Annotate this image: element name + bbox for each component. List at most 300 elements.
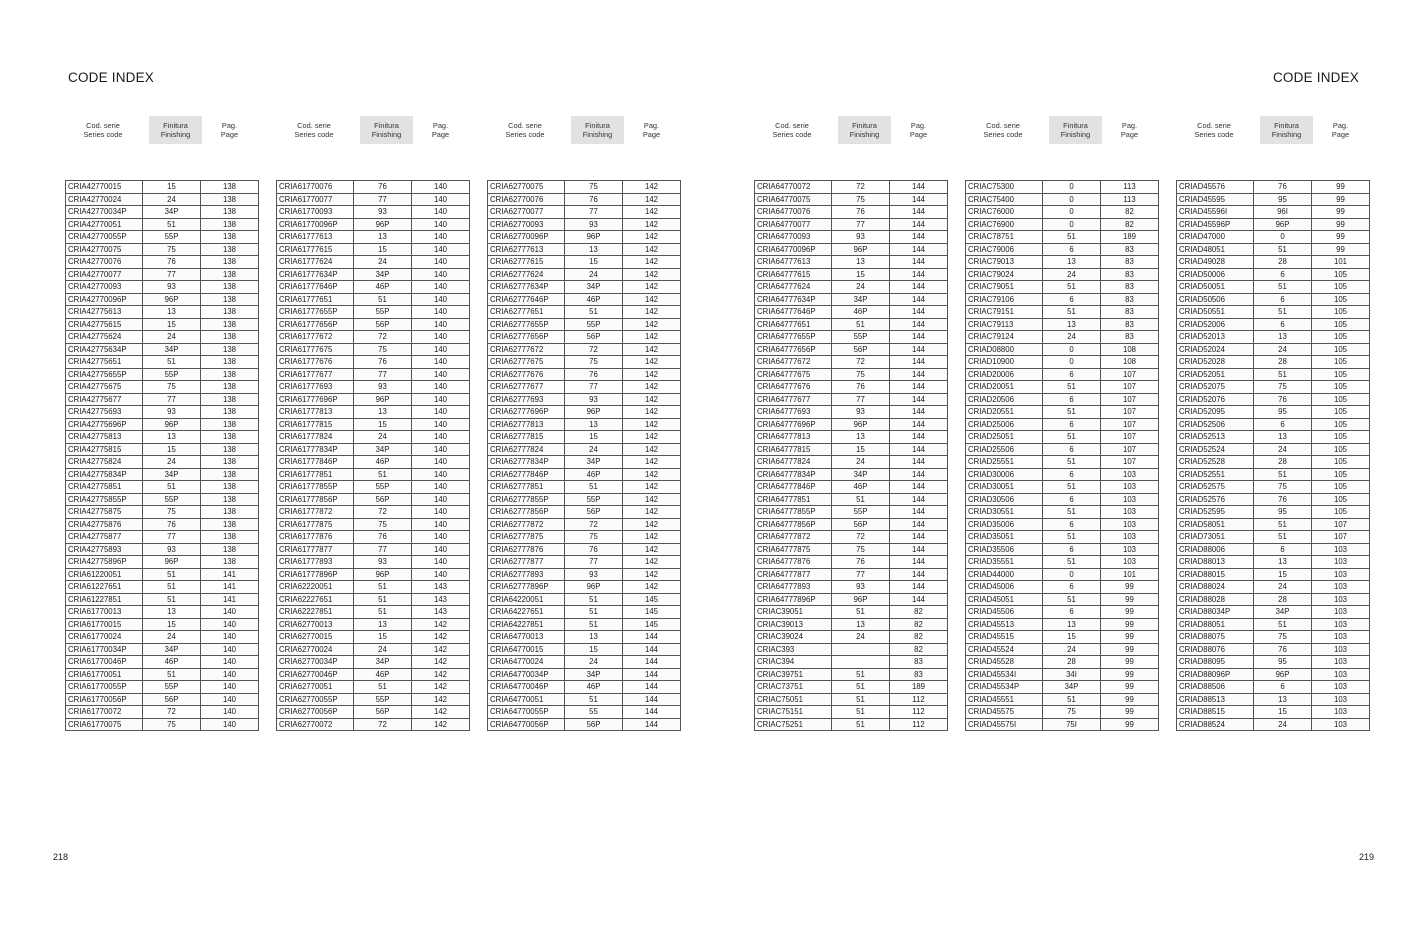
finishing-cell: 6 [1254,543,1312,556]
series-code-cell: CRIA62770056P [277,706,354,719]
table-row [966,493,1159,506]
header-series-code-line: Series code [294,130,334,139]
table-row [277,368,470,381]
finishing-cell: 93 [143,281,201,294]
table-row [755,543,948,556]
finishing-cell: 93 [143,543,201,556]
page-cell: 138 [201,343,259,356]
series-code-cell: CRIA64777624 [755,281,832,294]
table-row [488,481,681,494]
page-cell: 144 [890,268,948,281]
finishing-cell: 28 [1043,656,1101,669]
table-row [488,256,681,269]
page-cell: 107 [1101,456,1159,469]
table-row [1177,493,1370,506]
finishing-cell: 72 [565,518,623,531]
series-code-cell: CRIAD52528 [1177,456,1254,469]
page-cell: 140 [412,406,470,419]
page-cell: 144 [890,456,948,469]
finishing-cell: 93 [565,393,623,406]
series-code-cell: CRIAD52551 [1177,468,1254,481]
table-row [755,593,948,606]
finishing-cell: 51 [1254,243,1312,256]
page-cell: 138 [201,318,259,331]
page-cell: 105 [1312,431,1370,444]
page-cell: 108 [1101,356,1159,369]
series-code-cell: CRIA42775634P [66,343,143,356]
header-finishing-line: Finitura [163,121,188,130]
finishing-cell: 6 [1254,268,1312,281]
series-code-cell: CRIA62777834P [488,456,565,469]
series-code-cell: CRIAD25051 [966,431,1043,444]
series-code-cell: CRIAD88515 [1177,706,1254,719]
table-row [966,356,1159,369]
series-code-cell: CRIA64770072 [755,181,832,194]
header-series-code-line: Cod. serie [86,121,120,130]
series-code-cell: CRIAD25506 [966,443,1043,456]
header-page-line: Pag. [221,121,238,130]
header-page [891,116,946,144]
table-row [277,506,470,519]
finishing-cell: 34P [1043,681,1101,694]
table-row [488,456,681,469]
table-row [66,331,259,344]
series-code-cell: CRIA62770015 [277,631,354,644]
page-cell: 140 [412,368,470,381]
page-cell: 142 [623,193,681,206]
series-code-cell: CRIA61777677 [277,368,354,381]
code-table [65,180,259,731]
table-row [277,443,470,456]
finishing-cell: 51 [1043,431,1101,444]
finishing-cell: 6 [1043,468,1101,481]
page-cell: 105 [1312,343,1370,356]
finishing-cell: 55P [354,306,412,319]
series-code-cell: CRIA61777824 [277,431,354,444]
table-row [488,231,681,244]
page-cell: 142 [623,556,681,569]
series-code-cell: CRIAD52028 [1177,356,1254,369]
series-code-cell: CRIA64770055P [488,706,565,719]
series-code-cell: CRIAD88051 [1177,618,1254,631]
page-title-left: CODE INDEX [68,70,155,85]
page-cell: 138 [201,381,259,394]
table-row [755,506,948,519]
table-row [488,493,681,506]
finishing-cell: 55P [143,231,201,244]
series-code-cell: CRIA61777651 [277,293,354,306]
finishing-cell: 77 [565,381,623,394]
series-code-cell: CRIAD45534P [966,681,1043,694]
finishing-cell: 15 [354,631,412,644]
series-code-cell: CRIA61777634P [277,268,354,281]
table-row [755,681,948,694]
series-code-cell: CRIA64770024 [488,656,565,669]
finishing-cell: 51 [832,718,890,731]
finishing-cell: 24 [143,456,201,469]
page-cell: 140 [412,281,470,294]
page-cell: 140 [412,568,470,581]
finishing-cell: 51 [832,606,890,619]
table-row [966,393,1159,406]
table-row [1177,718,1370,731]
series-code-cell: CRIAD52595 [1177,506,1254,519]
series-code-cell: CRIAD30006 [966,468,1043,481]
page-cell: 138 [201,293,259,306]
table-row [277,243,470,256]
table-row [755,618,948,631]
table-row [755,568,948,581]
header-finishing [838,116,891,144]
page-cell: 140 [201,656,259,669]
table-row [66,368,259,381]
series-code-cell: CRIAD52524 [1177,443,1254,456]
header-finishing [1260,116,1313,144]
finishing-cell: 13 [1254,431,1312,444]
series-code-cell: CRIA61777676 [277,356,354,369]
finishing-cell: 95 [1254,406,1312,419]
table-row [488,181,681,194]
page-cell: 105 [1312,443,1370,456]
finishing-cell: 77 [143,531,201,544]
table-row [277,481,470,494]
table-row [488,368,681,381]
page-cell: 142 [412,668,470,681]
table-row [66,431,259,444]
finishing-cell: 13 [354,618,412,631]
finishing-cell: 75 [832,543,890,556]
finishing-cell: 34P [565,668,623,681]
series-code-cell: CRIA61770051 [66,668,143,681]
finishing-cell: 13 [565,631,623,644]
page-cell: 138 [201,506,259,519]
series-code-cell: CRIA62777615 [488,256,565,269]
table-row [66,531,259,544]
page-cell: 144 [890,231,948,244]
series-code-cell: CRIA42775693 [66,406,143,419]
page-cell: 138 [201,331,259,344]
page-cell: 144 [890,256,948,269]
table-row [966,418,1159,431]
series-code-cell: CRIA62770034P [277,656,354,669]
table-row [66,293,259,306]
series-code-cell: CRIA62777624 [488,268,565,281]
header-series-code-line: Series code [1194,130,1234,139]
finishing-cell: 51 [832,668,890,681]
series-code-cell: CRIA61777815 [277,418,354,431]
table-row [488,293,681,306]
finishing-cell: 6 [1043,393,1101,406]
finishing-cell: 0 [1043,568,1101,581]
series-code-cell: CRIAC39024 [755,631,832,644]
series-code-cell: CRIA61777693 [277,381,354,394]
table-row [1177,256,1370,269]
page-cell: 140 [412,443,470,456]
table-row [755,393,948,406]
table-row [1177,593,1370,606]
series-code-cell: CRIA62777676 [488,368,565,381]
finishing-cell: 51 [143,668,201,681]
finishing-cell: 0 [1043,343,1101,356]
finishing-cell: 24 [143,193,201,206]
finishing-cell: 51 [1254,306,1312,319]
table-row [755,381,948,394]
series-code-cell: CRIA64770013 [488,631,565,644]
series-code-cell: CRIA64777876 [755,556,832,569]
page-cell: 83 [890,656,948,669]
table-row [277,693,470,706]
page-cell: 140 [412,331,470,344]
series-code-cell: CRIA64777893 [755,581,832,594]
page-cell: 142 [412,706,470,719]
table-row [1177,468,1370,481]
finishing-cell: 76 [1254,393,1312,406]
series-code-cell: CRIAD52006 [1177,318,1254,331]
table-row [755,656,948,669]
table-row [755,181,948,194]
table-row [966,706,1159,719]
page-cell: 144 [890,181,948,194]
table-row [66,356,259,369]
finishing-cell: 77 [832,218,890,231]
page-cell: 142 [623,456,681,469]
series-code-cell: CRIA64777675 [755,368,832,381]
finishing-cell: 96P [832,418,890,431]
table-row [66,581,259,594]
series-code-cell: CRIA61777872 [277,506,354,519]
finishing-cell: 76 [832,556,890,569]
finishing-cell: 76 [832,381,890,394]
table-row [277,406,470,419]
table-row [66,656,259,669]
page-cell: 140 [412,256,470,269]
page-cell: 103 [1312,543,1370,556]
series-code-cell: CRIAC78751 [966,231,1043,244]
table-row [966,431,1159,444]
finishing-cell: 13 [832,618,890,631]
table-row [1177,693,1370,706]
page-cell: 142 [623,206,681,219]
series-code-cell: CRIA42770034P [66,206,143,219]
finishing-cell: 72 [832,356,890,369]
finishing-cell: 96P [354,568,412,581]
table-row [755,581,948,594]
finishing-cell: 93 [354,556,412,569]
page-cell: 112 [890,693,948,706]
table-row [755,231,948,244]
column-header [1176,116,1368,144]
series-code-cell: CRIA64777634P [755,293,832,306]
series-code-cell: CRIA64777877 [755,568,832,581]
finishing-cell: 13 [354,406,412,419]
table-row [488,343,681,356]
page-cell: 103 [1101,518,1159,531]
page-cell: 144 [890,493,948,506]
table-row [966,293,1159,306]
series-code-cell: CRIAD52575 [1177,481,1254,494]
finishing-cell: 56P [565,331,623,344]
series-code-cell: CRIAC79151 [966,306,1043,319]
header-series-code [65,116,141,144]
table-row [966,243,1159,256]
table-row [66,281,259,294]
finishing-cell: 6 [1254,318,1312,331]
series-code-cell: CRIA42775613 [66,306,143,319]
page-cell: 140 [412,393,470,406]
page-cell: 103 [1312,568,1370,581]
page-cell: 144 [623,631,681,644]
page-cell: 145 [623,593,681,606]
page-cell: 138 [201,443,259,456]
page-cell: 140 [201,618,259,631]
page-cell: 138 [201,193,259,206]
series-code-cell: CRIA64770075 [755,193,832,206]
finishing-cell: 28 [1254,593,1312,606]
finishing-cell: 15 [832,443,890,456]
finishing-cell: 24 [1254,718,1312,731]
page-cell: 138 [201,243,259,256]
finishing-cell: 51 [565,481,623,494]
finishing-cell: 13 [565,243,623,256]
finishing-cell: 46P [832,481,890,494]
table-row [755,406,948,419]
finishing-cell: 93 [354,381,412,394]
series-code-cell: CRIA62777813 [488,418,565,431]
table-row [755,693,948,706]
table-row [488,668,681,681]
page-cell: 144 [890,518,948,531]
series-code-cell: CRIA62777875 [488,531,565,544]
column-header [276,116,468,144]
header-series-code-line: Cod. serie [775,121,809,130]
series-code-cell: CRIAD30506 [966,493,1043,506]
series-code-cell: CRIA61770013 [66,606,143,619]
series-code-cell: CRIA62777824 [488,443,565,456]
series-code-cell: CRIAD52513 [1177,431,1254,444]
finishing-cell: 96P [1254,668,1312,681]
series-code-cell: CRIA61777851 [277,468,354,481]
finishing-cell: 77 [354,543,412,556]
series-code-cell: CRIA61770075 [66,718,143,731]
table-row [966,456,1159,469]
series-code-cell: CRIA61770077 [277,193,354,206]
page-cell: 107 [1101,381,1159,394]
page-cell: 140 [412,181,470,194]
table-row [277,631,470,644]
series-code-cell: CRIAD50506 [1177,293,1254,306]
page-cell: 144 [890,406,948,419]
page-cell: 103 [1312,618,1370,631]
table-row [966,668,1159,681]
series-code-cell: CRIAC79051 [966,281,1043,294]
series-code-cell: CRIA64777846P [755,481,832,494]
page-cell: 144 [890,193,948,206]
series-code-cell: CRIA64777851 [755,493,832,506]
series-code-cell: CRIAC75051 [755,693,832,706]
table-row [755,331,948,344]
table-row [1177,606,1370,619]
page-cell: 144 [890,381,948,394]
series-code-cell: CRIA62777634P [488,281,565,294]
page-cell: 138 [201,493,259,506]
finishing-cell: 24 [1043,268,1101,281]
table-row [1177,456,1370,469]
table-row [755,218,948,231]
finishing-cell: 46P [565,468,623,481]
table-row [277,468,470,481]
series-code-cell: CRIA62770072 [277,718,354,731]
page-cell: 142 [623,431,681,444]
table-row [966,481,1159,494]
finishing-cell: 0 [1043,193,1101,206]
page-cell: 138 [201,543,259,556]
table-row [66,243,259,256]
series-code-cell: CRIA62777693 [488,393,565,406]
finishing-cell: 51 [1254,368,1312,381]
finishing-cell: 24 [354,256,412,269]
page-cell: 99 [1101,631,1159,644]
table-row [755,518,948,531]
series-code-cell: CRIA62777877 [488,556,565,569]
page-cell: 99 [1101,656,1159,669]
table-row [277,543,470,556]
series-code-cell: CRIA62770077 [488,206,565,219]
series-code-cell: CRIAD48051 [1177,243,1254,256]
page-cell: 143 [412,606,470,619]
page-cell: 140 [412,306,470,319]
table-row [966,468,1159,481]
series-code-cell: CRIAD52051 [1177,368,1254,381]
finishing-cell: 13 [1254,693,1312,706]
page-cell: 144 [890,581,948,594]
finishing-cell: 13 [143,431,201,444]
table-row [1177,656,1370,669]
page-cell: 144 [890,543,948,556]
table-row [488,568,681,581]
table-row [966,656,1159,669]
page-cell: 144 [890,356,948,369]
finishing-cell: 72 [354,331,412,344]
header-series-code-line: Series code [83,130,123,139]
series-code-cell: CRIA64777613 [755,256,832,269]
header-page-line: Pag. [432,121,449,130]
series-code-cell: CRIAD45524 [966,643,1043,656]
series-code-cell: CRIA42775824 [66,456,143,469]
table-row [488,431,681,444]
finishing-cell: 51 [832,693,890,706]
table-row [966,718,1159,731]
series-code-cell: CRIA62227651 [277,593,354,606]
page-cell: 105 [1312,456,1370,469]
series-code-cell: CRIA62770093 [488,218,565,231]
page-cell: 103 [1312,718,1370,731]
table-row [277,268,470,281]
series-code-cell: CRIAD45528 [966,656,1043,669]
finishing-cell: 96P [143,293,201,306]
finishing-cell: 51 [1254,531,1312,544]
table-row [1177,293,1370,306]
series-code-cell: CRIA64777815 [755,443,832,456]
series-code-cell: CRIA64777676 [755,381,832,394]
table-row [66,643,259,656]
page-cell: 140 [412,543,470,556]
finishing-cell: 0 [1043,181,1101,194]
page-cell: 142 [623,493,681,506]
header-page-line: Page [642,130,661,139]
finishing-cell: 56P [354,706,412,719]
series-code-cell: CRIAD49028 [1177,256,1254,269]
finishing-cell: 51 [143,581,201,594]
